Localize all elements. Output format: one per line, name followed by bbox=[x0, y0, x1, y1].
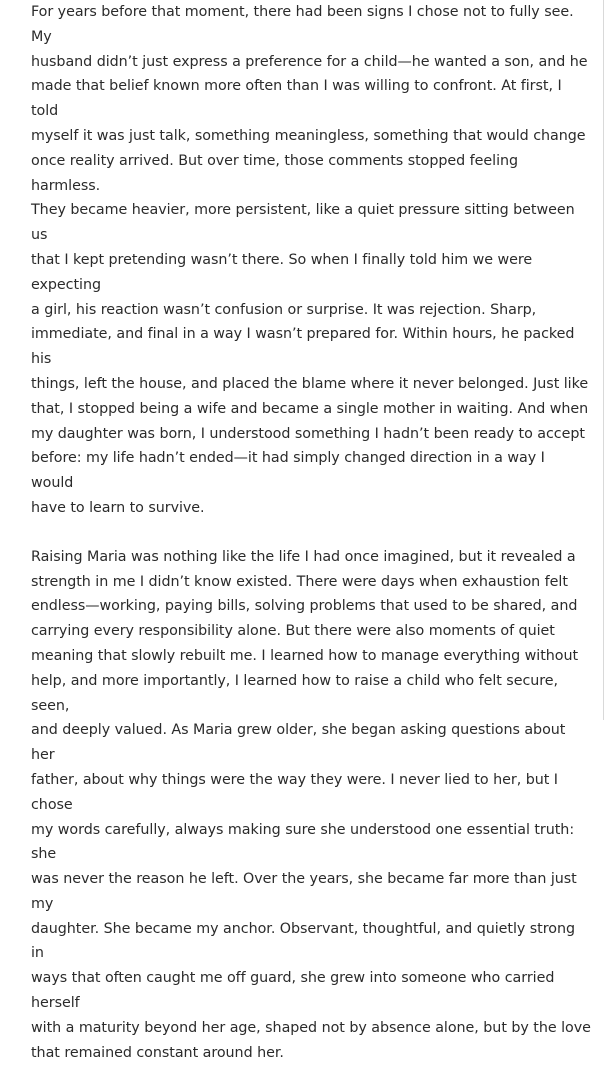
paragraph-2: Raising Maria was nothing like the life I had once imagined, but it revealed a strength in me I didn’t know existed. There were days when exhaustion felt endless—working, paying bills, solving problems that used to be shared, and carrying every responsibility alone. But there were also moments of quiet meaning that slowly rebuilt me. I learned how to manage everything without help, and more importantly, I learned how to raise a child who felt secure, seen, and deeply valued. As Maria grew older, she began asking questions about her father, about why things were the way they were. I never lied to her, but I chose my words carefully, always making sure she understood one essential truth: she was never the reason he left. Over the years, she became far more than just my daughter. She became my anchor. Observant, thoughtful, and quietly strong in ways that often caught me off guard, she grew into someone who carried herself with a maturity beyond her age, shaped not by absence alone, but by the love that remained constant around her. bbox=[31, 548, 591, 1061]
article-body bbox=[31, 0, 591, 1065]
paragraph-1: For years before that moment, there had been signs I chose not to fully see. My husband didn’t just express a preference for a child—he wanted a son, and he made that belief known more often than I was willing to confront. At first, I told myself it was just talk, something meaningless, something that would change once reality arrived. But over time, those comments stopped feeling harmless. They became heavier, more persistent, like a quiet pressure sitting between us that I kept pretending wasn’t there. So when I finally told him we were expecting a girl, his reaction wasn’t confusion or surprise. It was rejection. Sharp, immediate, and final in a way I wasn’t prepared for. Within hours, he packed his things, left the house, and placed the blame where it never belonged. Just like that, I stopped being a wife and became a single mother in waiting. And when my daughter was born, I understood something I hadn’t been ready to accept before: my life hadn’t ended—it had simply changed direction in a way I would have to learn to survive. bbox=[31, 4, 589, 516]
